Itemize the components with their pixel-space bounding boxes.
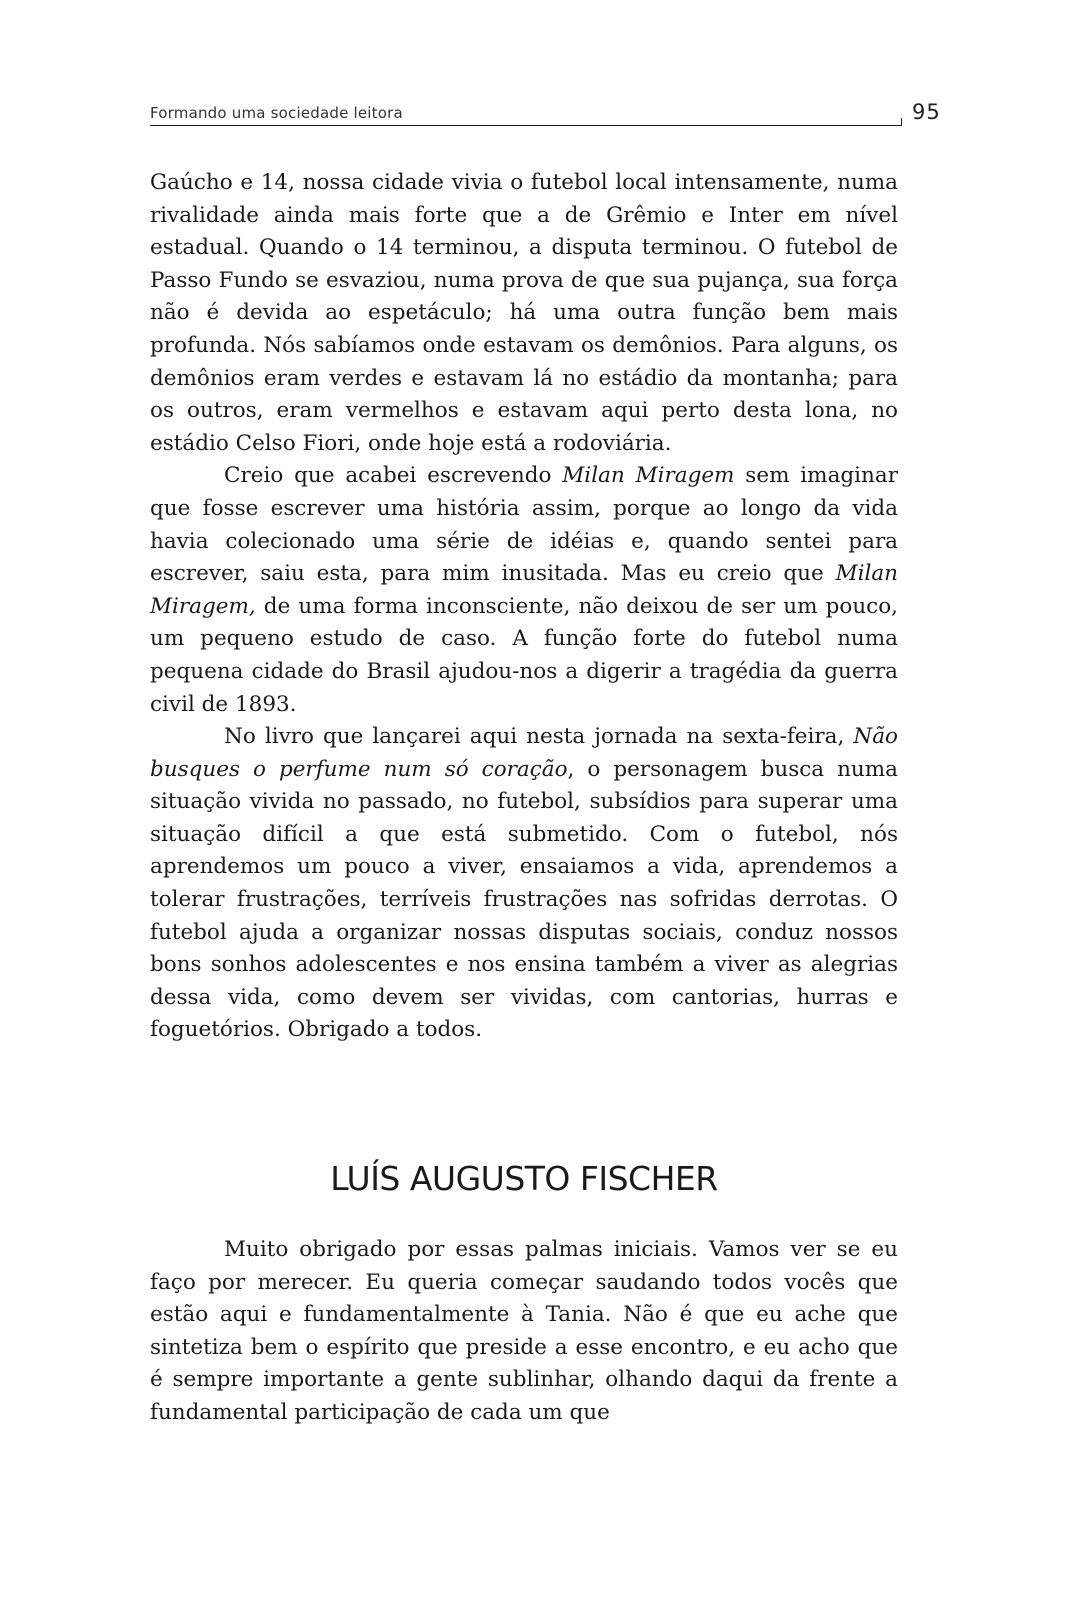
paragraph-3-text-a: No livro que lançarei aqui nesta jornada na sexta-feira,	[224, 724, 854, 750]
paragraph-2-text-c: de uma forma inconsciente, não deixou de ser um pouco, um pequeno estudo de caso. A função forte do futebol numa pequena cidade do Brasil ajudou-nos a digerir a tragédia da guerra civil de 1893.	[150, 593, 898, 717]
page-number: 95	[912, 100, 941, 124]
running-title: Formando uma sociedade leitora	[150, 104, 403, 122]
paragraph-2	[150, 460, 898, 721]
header-rule-tick	[901, 118, 902, 126]
body-text-continued	[150, 167, 898, 1047]
paragraph-1: Gaúcho e 14, nossa cidade vivia o futebol local intensamente, numa rivalidade ainda mais forte que a de Grêmio e Inter em nível estadual. Quando o 14 terminou, a disputa terminou. O futebol de Passo Fundo se esvaziou, numa prova de que sua pujança, sua força não é devida ao espetáculo; há uma outra função bem mais profunda. Nós sabíamos onde estavam os demônios. Para alguns, os demônios eram verdes e estavam lá no estádio da montanha; para os outros, eram vermelhos e estavam aqui perto desta lona, no estádio Celso Fiori, onde hoje está a rodoviária.	[150, 170, 898, 456]
book-title-milan-miragem: Milan Miragem	[562, 463, 735, 489]
section-body	[150, 1234, 898, 1430]
running-header	[150, 100, 942, 128]
paragraph-3-text-b: , o personagem busca numa situação vivida no passado, no futebol, subsídios para superar uma situação difícil a que está submetido. Com o futebol, nós aprendemos um pouco a viver, ensaiamos a vida, aprendemos a tolerar frustrações, terríveis frustrações nas sofridas derrotas. O futebol ajuda a organizar nossas disputas sociais, conduz nossos bons sonhos adolescentes e nos ensina também a viver as alegrias dessa vida, como devem ser vividas, com cantorias, hurras e foguetórios. Obrigado a todos.	[150, 756, 898, 1043]
paragraph-2-text-b: sem imaginar que fosse escrever uma história assim, porque ao longo da vida havia colecionado uma série de idéias e, quando sentei para escrever, saiu esta, para mim inusitada. Mas eu creio que	[150, 463, 898, 587]
section-paragraph-1: Muito obrigado por essas palmas iniciais. Vamos ver se eu faço por merecer. Eu queria começar saudando todos vocês que estão aqui e fundamentalmente à Tania. Não é que eu ache que sintetiza bem o espírito que preside a esse encontro, e eu acho que é sempre importante a gente sublinhar, olhando daqui da frente a fundamental participação de cada um que	[150, 1237, 898, 1425]
header-rule	[150, 125, 902, 126]
paragraph-3	[150, 721, 898, 1047]
book-title-milan-miragem-2: Milan Miragem,	[150, 561, 898, 619]
section-heading: LUÍS AUGUSTO FISCHER	[330, 1159, 718, 1198]
book-title-nao-busques: Não busques o perfume num só coração	[150, 724, 898, 782]
paragraph-2-text-a: Creio que acabei escrevendo	[224, 463, 563, 489]
